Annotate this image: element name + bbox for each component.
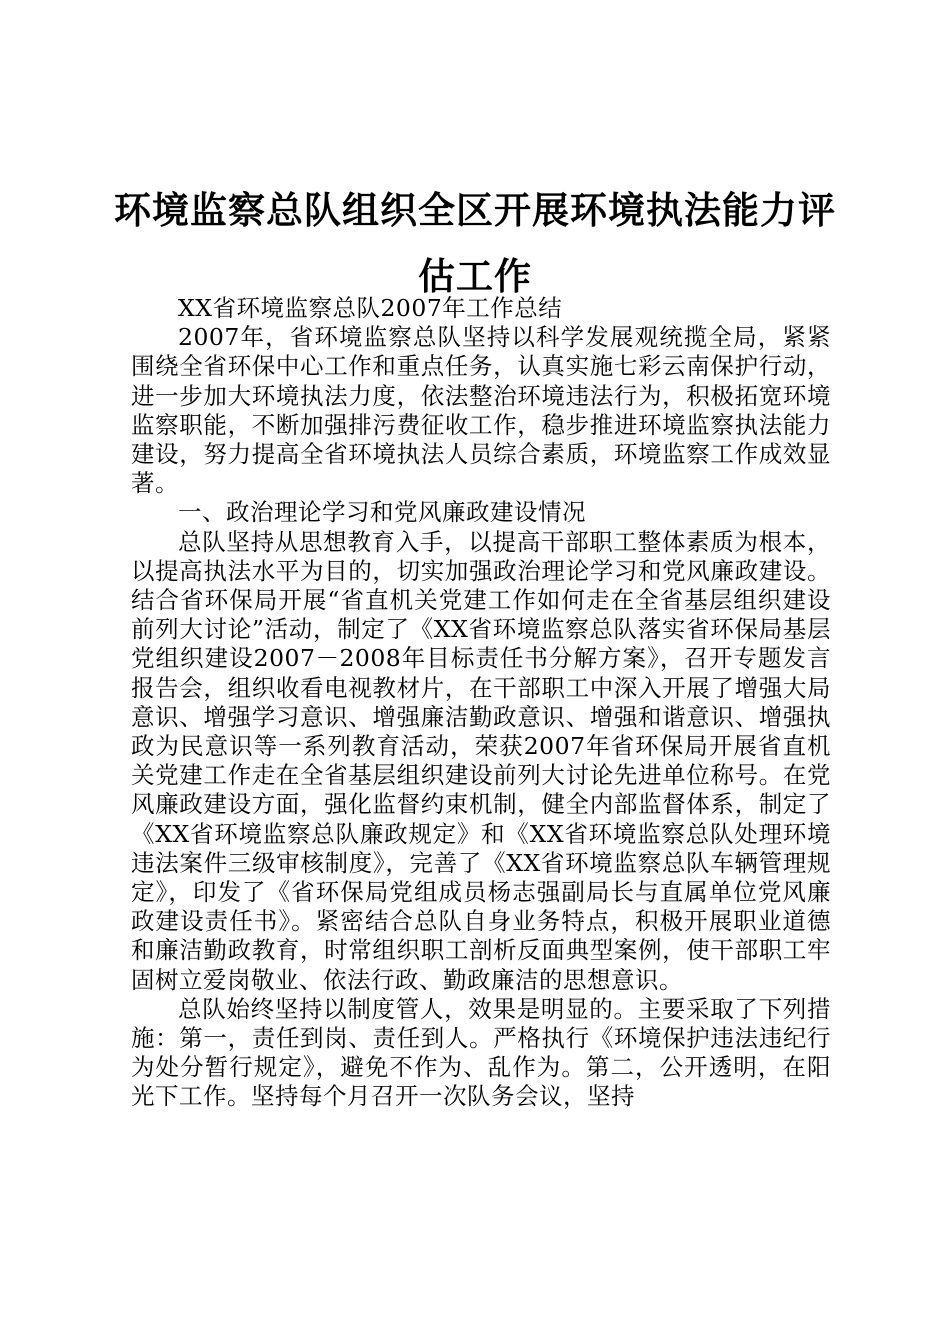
document-body	[131, 294, 831, 1112]
section-heading: 一、政治理论学习和党风廉政建设情况	[178, 498, 586, 527]
body-paragraph: 总队坚持从思想教育入手，以提高干部职工整体素质为根本，以提高执法水平为目的，切实加强政治理论学习和党风廉政建设。结合省环保局开展“省直机关党建工作如何走在全省基层组织建设前列大讨论”活动，制定了《XX省环境监察总队落实省环保局基层党组织建设2007－2008年目标责任书分解方案》，召开专题发言报告会，组织收看电视教材片，在干部职工中深入开展了增强大局意识、增强学习意识、增强廉洁勤政意识、增强和谐意识、增强执政为民意识等一系列教育活动，荣获2007年省环保局开展省直机关党建工作走在全省基层组织建设前列大讨论先进单位称号。在党风廉政建设方面，强化监督约束机制，健全内部监督体系，制定了《XX省环境监察总队廉政规定》和《XX省环境监察总队处理环境违法案件三级审核制度》，完善了《XX省环境监察总队车辆管理规定》，印发了《省环保局党组成员杨志强副局长与直属单位党风廉政建设责任书》。紧密结合总队自身业务特点，积极开展职业道德和廉洁勤政教育，时常组织职工剖析反面典型案例，使干部职工牢固树立爱岗敬业、依法行政、勤政廉洁的思想意识。	[131, 527, 831, 994]
report-heading-paragraph: XX省环境监察总队2007年工作总结	[178, 294, 563, 322]
body-paragraph: 总队始终坚持以制度管人，效果是明显的。主要采取了下列措施：第一，责任到岗、责任到人。严格执行《环境保护违法违纪行为处分暂行规定》，避免不作为、乱作为。第二，公开透明，在阳光下工作。坚持每个月召开一次队务会议，坚持	[131, 994, 831, 1111]
document-title: 环境监察总队组织全区开展环境执法能力评估工作	[114, 189, 836, 298]
intro-paragraph: 2007年，省环境监察总队坚持以科学发展观统揽全局，紧紧围绕全省环保中心工作和重点任务，认真实施七彩云南保护行动，进一步加大环境执法力度，依法整治环境违法行为，积极拓宽环境监察职能，不断加强排污费征收工作，稳步推进环境监察执法能力建设，努力提高全省环境执法人员综合素质，环境监察工作成效显著。	[131, 323, 831, 498]
